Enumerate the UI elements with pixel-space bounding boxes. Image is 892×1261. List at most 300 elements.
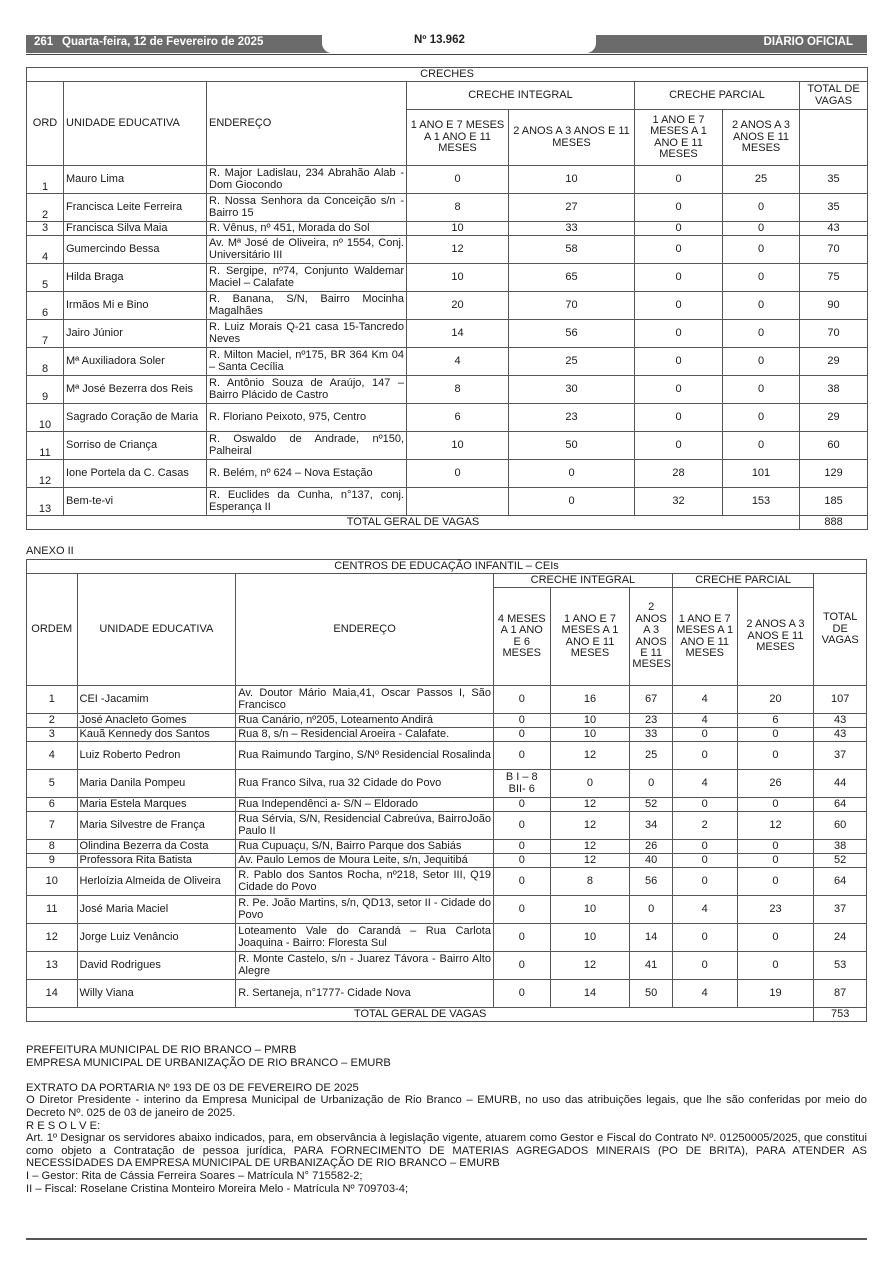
table-row — [27, 686, 867, 714]
row-ord: 11 — [27, 896, 78, 924]
ceis-total-value: 753 — [814, 1008, 867, 1022]
col-integral-a: 1 ANO E 7 MESES A 1 ANO E 11 MESES — [407, 110, 509, 166]
row-unit: Kauã Kennedy dos Santos — [77, 728, 236, 742]
row-address: Rua Independênci a- S/N – Eldorado — [236, 798, 494, 812]
page-header — [26, 33, 867, 55]
row-value: 8 — [407, 194, 509, 222]
row-value: 53 — [814, 952, 867, 980]
row-value: 0 — [493, 868, 550, 896]
row-ord: 7 — [27, 320, 64, 348]
row-value: 29 — [800, 404, 868, 432]
row-unit: Hilda Braga — [64, 264, 207, 292]
row-value: 0 — [723, 348, 800, 376]
row-address: R. Nossa Senhora da Conceição s/n - Bairro 15 — [207, 194, 407, 222]
row-address: R. Belém, nº 624 – Nova Estação — [207, 460, 407, 488]
resolve-label: R E S O L V E: — [26, 1119, 101, 1132]
row-value: 32 — [635, 488, 723, 516]
table-row — [27, 798, 867, 812]
row-value: 10 — [550, 714, 630, 728]
row-value: 0 — [493, 952, 550, 980]
row-value: 10 — [550, 896, 630, 924]
row-value: 33 — [509, 222, 635, 236]
row-unit: Luiz Roberto Pedron — [77, 742, 236, 770]
row-value: 0 — [737, 868, 814, 896]
row-ord: 2 — [27, 194, 64, 222]
row-value: 14 — [407, 320, 509, 348]
row-value: 0 — [630, 896, 672, 924]
row-value: 0 — [723, 376, 800, 404]
row-value: 4 — [672, 896, 737, 924]
row-value: B I – 8 BII- 6 — [493, 770, 550, 798]
table-row — [27, 812, 867, 840]
row-value: 10 — [550, 924, 630, 952]
row-ord: 5 — [27, 264, 64, 292]
col-total: TOTAL DE VAGAS — [800, 82, 868, 110]
row-value: 56 — [509, 320, 635, 348]
row-ord: 3 — [27, 222, 64, 236]
row-value: 0 — [493, 798, 550, 812]
row-value: 37 — [814, 896, 867, 924]
table-row — [27, 320, 868, 348]
row-value: 26 — [630, 840, 672, 854]
col-ordem: ORDEM — [27, 574, 78, 686]
row-value: 0 — [723, 264, 800, 292]
row-value: 4 — [672, 714, 737, 728]
row-value: 0 — [550, 770, 630, 798]
row-unit: CEI -Jacamim — [77, 686, 236, 714]
table-row — [27, 770, 867, 798]
row-value: 33 — [630, 728, 672, 742]
portaria-extract — [26, 1044, 867, 1195]
row-value: 20 — [407, 292, 509, 320]
row-value: 12 — [550, 798, 630, 812]
table-row — [27, 868, 867, 896]
row-unit: José Maria Maciel — [77, 896, 236, 924]
col-ord: ORD — [27, 82, 64, 166]
row-value: 101 — [723, 460, 800, 488]
row-address: R. Oswaldo de Andrade, nº150, Palheiral — [207, 432, 407, 460]
row-unit: Francisca Leite Ferreira — [64, 194, 207, 222]
table-row — [27, 460, 868, 488]
row-value: 0 — [635, 292, 723, 320]
row-value: 60 — [814, 812, 867, 840]
row-unit: Maria Estela Marques — [77, 798, 236, 812]
row-value: 10 — [407, 432, 509, 460]
table-row — [27, 166, 868, 194]
row-value: 0 — [509, 488, 635, 516]
row-value: 26 — [737, 770, 814, 798]
row-unit: Francisca Silva Maia — [64, 222, 207, 236]
row-value: 0 — [635, 194, 723, 222]
gestor-line: I – Gestor: Rita de Cássia Ferreira Soares – Matrícula N° 715582-2; — [26, 1169, 363, 1182]
row-value: 25 — [723, 166, 800, 194]
row-value: 35 — [800, 194, 868, 222]
row-unit: Ione Portela da C. Casas — [64, 460, 207, 488]
journal-name: DIÁRIO OFICIAL — [763, 36, 853, 48]
row-value: 0 — [509, 460, 635, 488]
row-ord: 13 — [27, 952, 78, 980]
document-page — [26, 0, 867, 1195]
col-integral: CRECHE INTEGRAL — [493, 574, 672, 588]
row-value: 0 — [672, 924, 737, 952]
row-ord: 12 — [27, 924, 78, 952]
col-address: ENDEREÇO — [236, 574, 494, 686]
row-value: 44 — [814, 770, 867, 798]
row-address: Loteamento Vale do Carandá – Rua Carlota Joaquina - Bairro: Floresta Sul — [236, 924, 494, 952]
org-line-1: PREFEITURA MUNICIPAL DE RIO BRANCO – PMRB — [26, 1044, 297, 1056]
row-value: 12 — [550, 840, 630, 854]
row-value: 24 — [814, 924, 867, 952]
row-value: 70 — [800, 320, 868, 348]
row-address: Rua Franco Silva, rua 32 Cidade do Povo — [236, 770, 494, 798]
row-value: 0 — [672, 854, 737, 868]
col-parcial: CRECHE PARCIAL — [635, 82, 800, 110]
row-value: 0 — [672, 728, 737, 742]
row-value: 12 — [550, 812, 630, 840]
row-value: 23 — [630, 714, 672, 728]
row-value: 38 — [814, 840, 867, 854]
row-value: 0 — [493, 812, 550, 840]
row-value: 4 — [672, 980, 737, 1008]
row-ord: 10 — [27, 868, 78, 896]
table-row — [27, 264, 868, 292]
row-value: 12 — [550, 742, 630, 770]
row-unit: Mª Auxiliadora Soler — [64, 348, 207, 376]
row-value: 10 — [407, 222, 509, 236]
row-ord: 10 — [27, 404, 64, 432]
row-address: R. Pablo dos Santos Rocha, nº218, Setor III, Q19 Cidade do Povo — [236, 868, 494, 896]
row-unit: Mª José Bezerra dos Reis — [64, 376, 207, 404]
table-row — [27, 236, 868, 264]
row-value: 0 — [672, 798, 737, 812]
row-ord: 5 — [27, 770, 78, 798]
footer-rule — [26, 1238, 867, 1240]
row-address: R. Antônio Souza de Araújo, 147 – Bairro Plácido de Castro — [207, 376, 407, 404]
row-ord: 2 — [27, 714, 78, 728]
row-ord: 8 — [27, 840, 78, 854]
row-value: 27 — [509, 194, 635, 222]
row-unit: Mauro Lima — [64, 166, 207, 194]
row-ord: 8 — [27, 348, 64, 376]
row-value: 0 — [635, 432, 723, 460]
table-row — [27, 292, 868, 320]
row-address: Av. Paulo Lemos de Moura Leite, s/n, Jequitibá — [236, 854, 494, 868]
row-value: 25 — [630, 742, 672, 770]
row-address: Rua Sérvia, S/N, Residencial Cabreúva, BairroJoão Paulo II — [236, 812, 494, 840]
row-unit: Sorriso de Criança — [64, 432, 207, 460]
row-value: 0 — [737, 798, 814, 812]
issue-number: Nº 13.962 — [414, 34, 465, 46]
row-unit: Sagrado Coração de Maria — [64, 404, 207, 432]
row-value: 35 — [800, 166, 868, 194]
row-value: 29 — [800, 348, 868, 376]
page-number: 261 — [34, 36, 54, 48]
row-value: 43 — [814, 714, 867, 728]
row-value: 0 — [723, 292, 800, 320]
col-total: TOTAL DE VAGAS — [814, 574, 867, 686]
creches-total-value: 888 — [800, 516, 868, 530]
row-unit: Irmãos Mi e Bino — [64, 292, 207, 320]
row-value: 23 — [737, 896, 814, 924]
row-value: 185 — [800, 488, 868, 516]
table-row — [27, 432, 868, 460]
row-value: 8 — [550, 868, 630, 896]
row-value — [407, 488, 509, 516]
row-value: 0 — [723, 236, 800, 264]
row-address: Rua Cupuaçu, S/N, Bairro Parque dos Sabiás — [236, 840, 494, 854]
annex-label: ANEXO II — [26, 545, 74, 557]
col-address: ENDEREÇO — [207, 82, 407, 166]
row-ord: 9 — [27, 854, 78, 868]
row-value: 0 — [493, 896, 550, 924]
row-address: Av. Mª José de Oliveira, nº 1554, Conj. Universitário III — [207, 236, 407, 264]
row-value: 52 — [814, 854, 867, 868]
row-value: 0 — [635, 222, 723, 236]
col-integral-1: 4 MESES A 1 ANO E 6 MESES — [493, 588, 550, 686]
row-value: 0 — [672, 840, 737, 854]
row-ord: 6 — [27, 798, 78, 812]
row-address: R. Sertaneja, n°1777- Cidade Nova — [236, 980, 494, 1008]
row-ord: 3 — [27, 728, 78, 742]
table-row — [27, 348, 868, 376]
row-value: 0 — [723, 432, 800, 460]
row-value: 14 — [630, 924, 672, 952]
row-value: 0 — [723, 320, 800, 348]
row-value: 0 — [493, 854, 550, 868]
row-value: 56 — [630, 868, 672, 896]
row-unit: Maria Danila Pompeu — [77, 770, 236, 798]
table-row — [27, 714, 867, 728]
row-value: 0 — [737, 854, 814, 868]
row-ord: 14 — [27, 980, 78, 1008]
col-integral-3: 2 ANOS A 3 ANOS E 11 MESES — [630, 588, 672, 686]
row-ord: 7 — [27, 812, 78, 840]
row-address: R. Banana, S/N, Bairro Mocinha Magalhães — [207, 292, 407, 320]
row-address: R. Monte Castelo, s/n - Juarez Távora - Bairro Alto Alegre — [236, 952, 494, 980]
table-row — [27, 376, 868, 404]
row-value: 12 — [407, 236, 509, 264]
row-value: 10 — [550, 728, 630, 742]
creches-total-label: TOTAL GERAL DE VAGAS — [27, 516, 800, 530]
row-unit: Jairo Júnior — [64, 320, 207, 348]
ceis-title: CENTROS DE EDUCAÇÃO INFANTIL – CEIs — [27, 560, 867, 574]
row-value: 0 — [635, 320, 723, 348]
row-address: R. Milton Maciel, nº175, BR 364 Km 04 – Santa Cecília — [207, 348, 407, 376]
row-unit: José Anacleto Gomes — [77, 714, 236, 728]
row-ord: 12 — [27, 460, 64, 488]
col-total-sub — [800, 110, 868, 166]
row-value: 70 — [509, 292, 635, 320]
row-unit: Herloízia Almeida de Oliveira — [77, 868, 236, 896]
row-value: 4 — [672, 770, 737, 798]
row-value: 153 — [723, 488, 800, 516]
row-address: Rua Raimundo Targino, S/Nº Residencial Rosalinda — [236, 742, 494, 770]
row-value: 16 — [550, 686, 630, 714]
col-parcial-a: 1 ANO E 7 MESES A 1 ANO E 11 MESES — [635, 110, 723, 166]
row-value: 4 — [672, 686, 737, 714]
row-value: 0 — [737, 742, 814, 770]
table-row — [27, 924, 867, 952]
row-value: 0 — [635, 264, 723, 292]
row-value: 0 — [723, 404, 800, 432]
creches-table — [26, 67, 868, 530]
row-unit: Professora Rita Batista — [77, 854, 236, 868]
row-value: 50 — [630, 980, 672, 1008]
row-address: Rua 8, s/n – Residencial Aroeira - Calafate. — [236, 728, 494, 742]
row-value: 10 — [509, 166, 635, 194]
row-value: 12 — [550, 854, 630, 868]
ceis-table — [26, 559, 867, 1022]
row-value: 6 — [407, 404, 509, 432]
row-unit: Bem-te-vi — [64, 488, 207, 516]
table-row — [27, 854, 867, 868]
row-value: 14 — [550, 980, 630, 1008]
row-value: 58 — [509, 236, 635, 264]
row-value: 0 — [493, 840, 550, 854]
row-value: 0 — [635, 376, 723, 404]
row-value: 0 — [737, 840, 814, 854]
col-parcial-1: 1 ANO E 7 MESES A 1 ANO E 11 MESES — [672, 588, 737, 686]
creches-title: CRECHES — [27, 68, 868, 82]
row-value: 75 — [800, 264, 868, 292]
row-value: 0 — [672, 952, 737, 980]
col-parcial-2: 2 ANOS A 3 ANOS E 11 MESES — [737, 588, 814, 686]
row-ord: 1 — [27, 686, 78, 714]
row-value: 8 — [407, 376, 509, 404]
row-value: 107 — [814, 686, 867, 714]
table-row — [27, 742, 867, 770]
row-ord: 11 — [27, 432, 64, 460]
table-row — [27, 840, 867, 854]
col-unit: UNIDADE EDUCATIVA — [64, 82, 207, 166]
row-value: 40 — [630, 854, 672, 868]
article-1: Art. 1º Designar os servidores abaixo indicados, para, em observância à legislação vigente, atuarem como Gestor e Fiscal do Contrato Nº. 01250005/2025, que constitui como objeto a Contratação de pessoa jurídica, PARA FORNECIMENTO DE MATERIAS AGREGADOS MINERAIS (PO DE BRITA), PARA ATENDER AS NECESSIDADES DA EMPRESA MUNICIPAL DE URBANIZAÇÃO DE RIO BRANCO – EMURB — [26, 1132, 867, 1170]
row-value: 64 — [814, 868, 867, 896]
row-value: 90 — [800, 292, 868, 320]
row-unit: Jorge Luiz Venâncio — [77, 924, 236, 952]
row-value: 0 — [630, 770, 672, 798]
row-value: 0 — [493, 980, 550, 1008]
col-parcial: CRECHE PARCIAL — [672, 574, 814, 588]
row-value: 2 — [672, 812, 737, 840]
row-value: 38 — [800, 376, 868, 404]
ceis-total-label: TOTAL GERAL DE VAGAS — [27, 1008, 814, 1022]
row-value: 43 — [800, 222, 868, 236]
row-value: 12 — [737, 812, 814, 840]
row-value: 0 — [493, 728, 550, 742]
row-value: 87 — [814, 980, 867, 1008]
row-value: 23 — [509, 404, 635, 432]
row-value: 0 — [737, 952, 814, 980]
table-row — [27, 194, 868, 222]
row-value: 0 — [635, 348, 723, 376]
row-value: 20 — [737, 686, 814, 714]
row-address: R. Euclides da Cunha, n°137, conj. Esperança II — [207, 488, 407, 516]
row-ord: 6 — [27, 292, 64, 320]
table-row — [27, 728, 867, 742]
row-unit: Maria Silvestre de França — [77, 812, 236, 840]
row-ord: 4 — [27, 236, 64, 264]
row-value: 70 — [800, 236, 868, 264]
row-value: 52 — [630, 798, 672, 812]
col-integral-2: 1 ANO E 7 MESES A 1 ANO E 11 MESES — [550, 588, 630, 686]
row-address: Av. Doutor Mário Maia,41, Oscar Passos I, São Francisco — [236, 686, 494, 714]
row-value: 0 — [493, 924, 550, 952]
row-value: 6 — [737, 714, 814, 728]
row-value: 64 — [814, 798, 867, 812]
row-value: 25 — [509, 348, 635, 376]
row-value: 37 — [814, 742, 867, 770]
row-value: 65 — [509, 264, 635, 292]
row-value: 0 — [723, 222, 800, 236]
org-line-2: EMPRESA MUNICIPAL DE URBANIZAÇÃO DE RIO BRANCO – EMURB — [26, 1056, 391, 1069]
col-integral: CRECHE INTEGRAL — [407, 82, 635, 110]
row-address: R. Floriano Peixoto, 975, Centro — [207, 404, 407, 432]
portaria-title: EXTRATO DA PORTARIA Nº 193 DE 03 DE FEVEREIRO DE 2025 — [26, 1081, 359, 1094]
row-value: 19 — [737, 980, 814, 1008]
row-value: 0 — [407, 166, 509, 194]
table-row — [27, 222, 868, 236]
row-address: Rua Canário, nº205, Loteamento Andirá — [236, 714, 494, 728]
row-unit: Willy Viana — [77, 980, 236, 1008]
row-ord: 1 — [27, 166, 64, 194]
row-value: 30 — [509, 376, 635, 404]
row-value: 4 — [407, 348, 509, 376]
row-address: R. Pe. João Martins, s/n, QD13, setor II - Cidade do Povo — [236, 896, 494, 924]
row-value: 0 — [723, 194, 800, 222]
row-value: 0 — [635, 404, 723, 432]
row-value: 60 — [800, 432, 868, 460]
row-value: 0 — [737, 924, 814, 952]
col-parcial-b: 2 ANOS A 3 ANOS E 11 MESES — [723, 110, 800, 166]
portaria-intro: O Diretor Presidente - interino da Empresa Municipal de Urbanização de Rio Branco – EMURB, no uso das atribuições legais, que lhe são conferidas por meio do Decreto Nº. 025 de 03 de janeiro de 2025. — [26, 1094, 867, 1119]
row-value: 10 — [407, 264, 509, 292]
row-value: 0 — [737, 728, 814, 742]
table-row — [27, 404, 868, 432]
row-unit: Gumercindo Bessa — [64, 236, 207, 264]
row-value: 43 — [814, 728, 867, 742]
row-value: 67 — [630, 686, 672, 714]
row-value: 0 — [635, 236, 723, 264]
row-value: 0 — [407, 460, 509, 488]
row-unit: Olindina Bezerra da Costa — [77, 840, 236, 854]
row-value: 0 — [672, 742, 737, 770]
row-address: R. Major Ladislau, 234 Abrahão Alab - Dom Giocondo — [207, 166, 407, 194]
col-integral-b: 2 ANOS A 3 ANOS E 11 MESES — [509, 110, 635, 166]
row-value: 0 — [672, 868, 737, 896]
issue-date: Quarta-feira, 12 de Fevereiro de 2025 — [62, 36, 264, 48]
row-value: 41 — [630, 952, 672, 980]
row-value: 0 — [493, 686, 550, 714]
row-value: 12 — [550, 952, 630, 980]
row-value: 0 — [635, 166, 723, 194]
row-value: 0 — [493, 714, 550, 728]
row-ord: 9 — [27, 376, 64, 404]
row-address: R. Luiz Morais Q-21 casa 15-Tancredo Neves — [207, 320, 407, 348]
row-value: 28 — [635, 460, 723, 488]
table-row — [27, 488, 868, 516]
row-address: R. Sergipe, nº74, Conjunto Waldemar Maciel – Calafate — [207, 264, 407, 292]
row-ord: 4 — [27, 742, 78, 770]
row-ord: 13 — [27, 488, 64, 516]
table-row — [27, 896, 867, 924]
col-unit: UNIDADE EDUCATIVA — [77, 574, 236, 686]
row-value: 50 — [509, 432, 635, 460]
table-row — [27, 980, 867, 1008]
row-unit: David Rodrigues — [77, 952, 236, 980]
fiscal-line: II – Fiscal: Roselane Cristina Monteiro Moreira Melo - Matrícula Nº 709703-4; — [26, 1182, 409, 1195]
row-value: 34 — [630, 812, 672, 840]
